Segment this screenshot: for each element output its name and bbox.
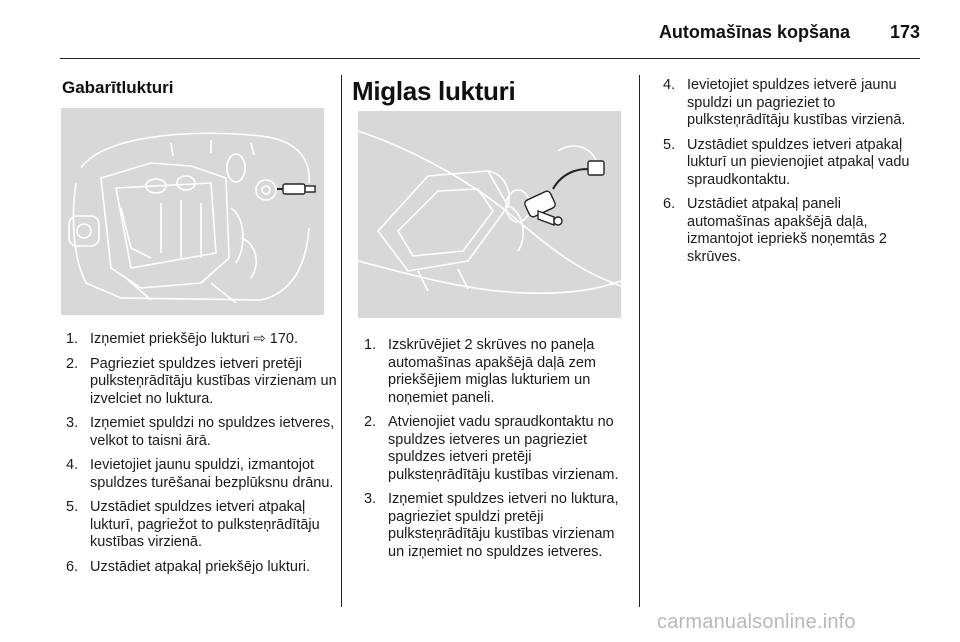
fog-lamp-illustration [358,111,621,318]
watermark: carmanualsonline.info [657,611,856,633]
list-item: 4. Ievietojiet jaunu spuldzi, izmantojot spuldzes turēšanai bezplūksnu drānu. [66,457,334,491]
header-divider [60,58,920,59]
left-steps-list [66,331,338,583]
list-item: 2. Pagrieziet spuldzes ietveri pretēji pulksteņrādītāju kustības virzienam un izvelciet no luktura. [66,355,337,407]
page-number: 173 [889,22,920,42]
list-item: 6. Uzstādiet atpakaļ priekšējo lukturi. [66,558,311,575]
right-steps-list [663,77,925,273]
middle-steps-list [364,337,630,568]
headlamp-rear-illustration [61,108,324,315]
column-divider-left [341,75,342,607]
section-heading-miglas-lukturi: Miglas lukturi [352,76,516,106]
column-divider-right [639,75,640,607]
list-item: 6. Uzstādiet atpakaļ paneli automašīnas apakšējā daļā, izmantojot iepriekš noņemtās 2 skrūves. [663,196,887,265]
list-item: 4. Ievietojiet spuldzes ietverē jaunu spuldzi un pagrieziet to pulksteņrādītāju kustības virzienā. [663,77,906,128]
list-item: 5. Uzstādiet spuldzes ietveri atpakaļ lukturī un pievienojiet atpakaļ vadu spraudkontaktu. [663,136,910,188]
list-item: 3. Izņemiet spuldzes ietveri no luktura, pagrieziet spuldzi pretēji pulksteņrādītāju kustības virzienam un izņemiet no spuldzes ietveres. [364,491,619,560]
section-heading-gabaritlukturi: Gabarītlukturi [62,78,174,97]
list-item: 2. Atvienojiet vadu spraudkontaktu no spuldzes ietveres un pagrieziet spuldzes ietveri pretēji pulksteņrādītāju kustības virzienam. [364,414,619,483]
list-item: 5. Uzstādiet spuldzes ietveri atpakaļ lukturī, pagriežot to pulksteņrādītāju kustības virzienā. [66,499,320,550]
list-item: 1. Izņemiet priekšējo lukturi ⇨ 170. [66,331,298,347]
list-item: 3. Izņemiet spuldzi no spuldzes ietveres, velkot to taisni ārā. [66,415,335,449]
list-item: 1. Izskrūvējiet 2 skrūves no paneļa automašīnas apakšējā daļā zem priekšējiem miglas lukturiem un noņemiet paneli. [364,337,596,406]
section-title: Automašīnas kopšana [658,22,850,42]
